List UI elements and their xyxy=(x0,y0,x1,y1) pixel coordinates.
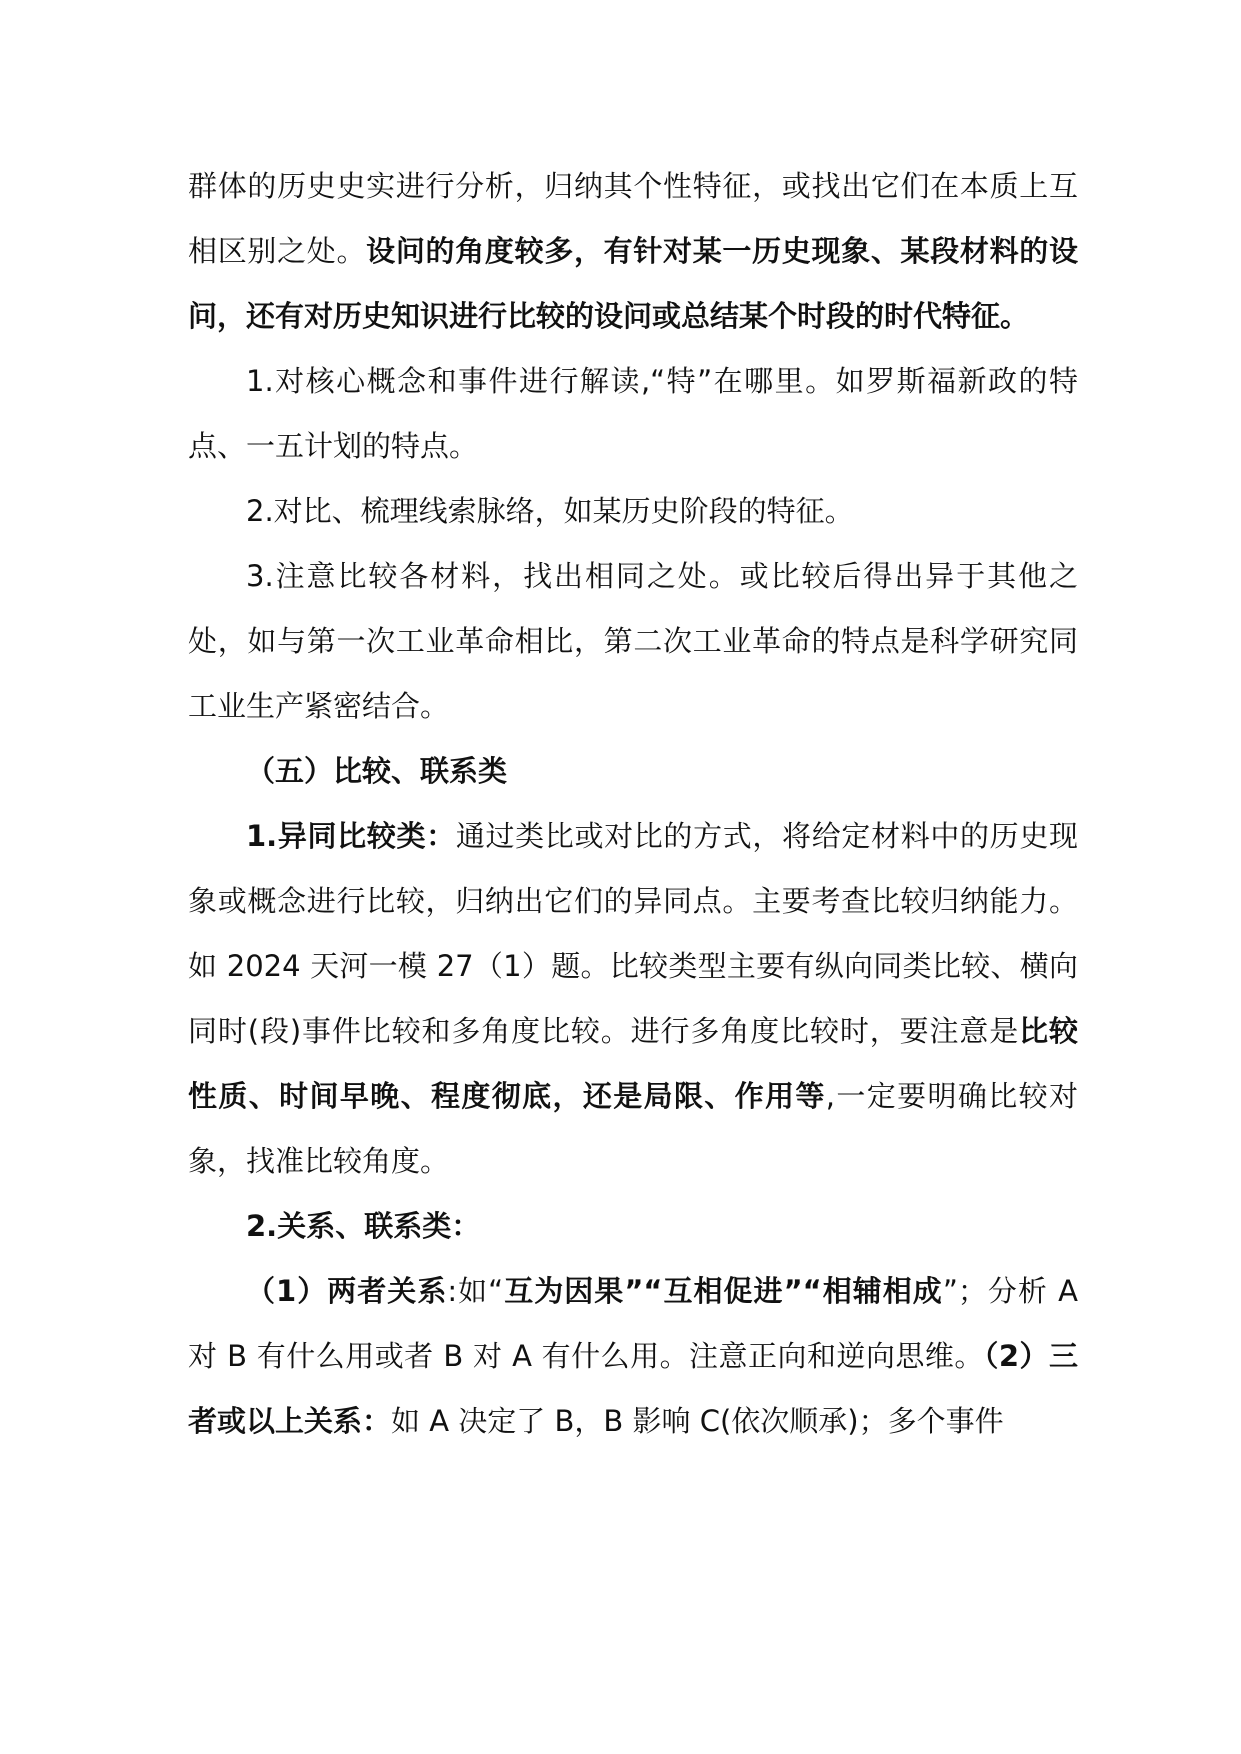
text-run: 如 A 决定了 B，B 影响 C(依次顺承)；多个事件 xyxy=(391,1404,1004,1438)
section-heading xyxy=(188,739,1078,804)
paragraph xyxy=(188,1259,1078,1454)
bold-text-run: 1.异同比较类： xyxy=(246,819,456,853)
text-run: ,一定要明确比较对象，找准比较角度。 xyxy=(188,1079,1078,1178)
body-text xyxy=(188,154,1078,1454)
bold-text-run: 互为因果”“互相促进”“相辅相成 xyxy=(503,1274,943,1308)
paragraph xyxy=(188,544,1078,739)
bold-text-run: （2）三者或以上关系： xyxy=(188,1339,1078,1438)
text-run: 2.对比、梳理线索脉络，如某历史阶段的特征。 xyxy=(246,494,854,528)
bold-text-run: 2.关系、联系类： xyxy=(246,1209,481,1243)
paragraph xyxy=(188,349,1078,479)
subsection-heading xyxy=(188,1194,1078,1259)
text-run: :如“ xyxy=(447,1274,504,1308)
paragraph xyxy=(188,804,1078,1194)
paragraph xyxy=(188,479,1078,544)
paragraph xyxy=(188,154,1078,349)
text-run: 1.对核心概念和事件进行解读,“特”在哪里。如罗斯福新政的特点、一五计划的特点。 xyxy=(188,364,1078,463)
text-run: 通过类比或对比的方式，将给定材料中的历史现象或概念进行比较，归纳出它们的异同点。主要考查比较归纳能力。如 2024 天河一模 27（1）题。比较类型主要有纵向同类比较、横向同时(段)事件比较和多角度比较。进行多角度比较时，要注意是 xyxy=(188,819,1078,1048)
text-run: 群体的历史史实进行分析，归纳其个性特征，或找出它们在本质上互相区别之处。 xyxy=(188,169,1078,268)
bold-text-run: 比较性质、时间早晚、程度彻底，还是局限、作用等 xyxy=(188,1014,1078,1113)
bold-text-run: 设问的角度较多，有针对某一历史现象、某段材料的设问，还有对历史知识进行比较的设问或总结某个时段的时代特征。 xyxy=(188,234,1078,333)
text-run: 3.注意比较各材料，找出相同之处。或比较后得出异于其他之处，如与第一次工业革命相比，第二次工业革命的特点是科学研究同工业生产紧密结合。 xyxy=(188,559,1078,723)
bold-text-run: （1）两者关系 xyxy=(246,1274,448,1308)
text-run: ”；分析 A 对 B 有什么用或者 B 对 A 有什么用。注意正向和逆向思维。 xyxy=(188,1274,1078,1373)
bold-text-run: （五）比较、联系类 xyxy=(246,754,508,788)
